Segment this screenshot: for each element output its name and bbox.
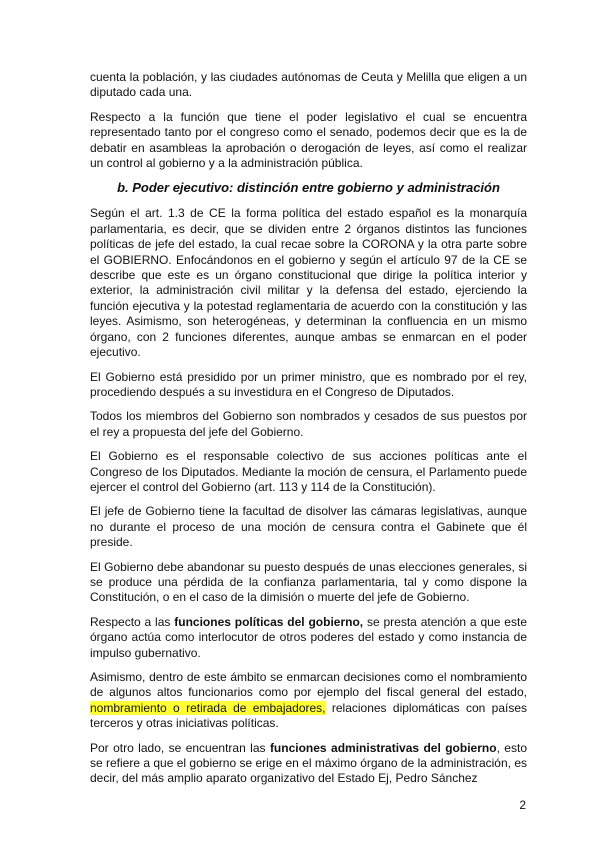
paragraph-5: Todos los miembros del Gobierno son nombrados y cesados de sus puestos por el rey a propuesta del jefe del Gobierno. <box>90 409 527 439</box>
paragraph-11-before: Por otro lado, se encuentran las <box>90 740 270 755</box>
paragraph-9-after: se presta atención a que este órgano actúa como interlocutor de otros poderes del estado y como instancia de impulso gubernativo. <box>90 614 527 660</box>
paragraph-10-after: relaciones diplomáticas con países terceros y otras iniciativas políticas. <box>90 700 527 731</box>
paragraph-11-bold: funciones administrativas del gobierno <box>269 740 497 755</box>
paragraph-11 <box>90 741 527 787</box>
paragraph-3: Según el art. 1.3 de CE la forma política del estado español es la monarquía parlamentaria, es decir, que se dividen entre 2 órganos distintos las funciones políticas de jefe del estado, la cual recae sobre la CORONA y la otra parte sobre el GOBIERNO. Enfocándonos en el gobierno y según el artículo 97 de la CE se describe que este es un órgano constitucional que dirige la política interior y exterior, la administración civil militar y la defensa del estado, ejerciendo la función ejecutiva y la potestad reglamentaria de acuerdo con la constitución y las leyes. Asimismo, son heterogéneas, y determinan la confluencia en un mismo órgano, con 2 funciones diferentes, aunque ambas se enmarcan en el poder ejecutivo. <box>90 206 527 360</box>
paragraph-10 <box>90 670 527 732</box>
section-heading: b. Poder ejecutivo: distinción entre gobierno y administración <box>117 180 500 196</box>
paragraph-9-bold: funciones políticas del gobierno, <box>174 614 364 629</box>
paragraph-9-before: Respecto a las <box>90 614 175 629</box>
paragraph-1: cuenta la población, y las ciudades autónomas de Ceuta y Melilla que eligen a un diputado cada una. <box>90 70 527 100</box>
page-number: 2 <box>519 798 526 812</box>
paragraph-10-before: Asimismo, dentro de este ámbito se enmarcan decisiones como el nombramiento de algunos altos funcionarios como por ejemplo del fiscal general del estado, <box>90 670 527 700</box>
paragraph-8: El Gobierno debe abandonar su puesto después de unas elecciones generales, si se produce una pérdida de la confianza parlamentaria, tal y como dispone la Constitución, o en el caso de la dimisión o muerte del jefe de Gobierno. <box>90 559 527 605</box>
paragraph-2: Respecto a la función que tiene el poder legislativo el cual se encuentra representado tanto por el congreso como el senado, podemos decir que es la de debatir en asambleas la aprobación o derogación de leyes, así como el realizar un control al gobierno y a la administración pública. <box>90 109 527 171</box>
paragraph-7: El jefe de Gobierno tiene la facultad de disolver las cámaras legislativas, aunque no durante el proceso de una moción de censura contra el Gabinete que él preside. <box>90 504 527 550</box>
paragraph-11-after: , esto se refiere a que el gobierno se erige en el máximo órgano de la administración, es decir, del más amplio aparato organizativo del Estado Ej, Pedro Sánchez <box>90 740 527 786</box>
paragraph-6: El Gobierno es el responsable colectivo de sus acciones políticas ante el Congreso de los Diputados. Mediante la moción de censura, el Parlamento puede ejercer el control del Gobierno (art. 113 y 114 de la Constitución). <box>90 449 527 494</box>
paragraph-4: El Gobierno está presidido por un primer ministro, que es nombrado por el rey, procediendo después a su investidura en el Congreso de Diputados. <box>90 369 527 399</box>
page-content <box>90 70 527 796</box>
paragraph-9 <box>90 615 527 661</box>
highlighted-text: nombramiento o retirada de embajadores, <box>90 700 326 715</box>
